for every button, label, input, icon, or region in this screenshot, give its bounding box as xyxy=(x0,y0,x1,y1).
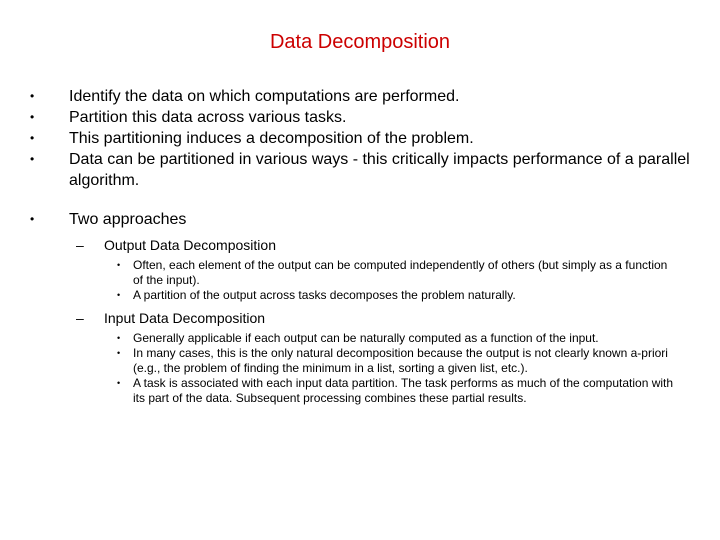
bullet-icon: • xyxy=(117,333,121,343)
bullet-text: Partition this data across various tasks. xyxy=(69,109,347,126)
detail-item xyxy=(30,331,674,346)
detail-item xyxy=(30,258,674,288)
dash-icon: – xyxy=(76,310,84,326)
dash-icon: – xyxy=(76,237,84,253)
bullet-item xyxy=(30,128,700,149)
detail-text: Often, each element of the output can be computed independently of others (but simply as a function of the input). xyxy=(133,258,668,287)
subbullet-input xyxy=(30,309,700,327)
bullet-icon: • xyxy=(117,290,121,300)
bullet-item xyxy=(30,107,700,128)
bullet-icon: • xyxy=(30,110,35,124)
subbullet-output xyxy=(30,236,700,254)
detail-text: A partition of the output across tasks decomposes the problem naturally. xyxy=(133,288,516,302)
bullet-list xyxy=(30,86,700,410)
bullet-icon: • xyxy=(117,260,121,270)
input-details xyxy=(30,331,700,406)
bullet-text: Identify the data on which computations are performed. xyxy=(69,88,460,105)
detail-item xyxy=(30,376,674,406)
bullet-icon: • xyxy=(30,212,35,226)
bullet-icon: • xyxy=(30,152,35,166)
detail-text: A task is associated with each input data partition. The task performs as much of the computation with its part of the data. Subsequent processing combines these partial results. xyxy=(133,376,674,405)
bullet-icon: • xyxy=(117,348,121,358)
output-details xyxy=(30,258,700,303)
detail-text: In many cases, this is the only natural decomposition because the output is not clearly known a-priori (e.g., the problem of finding the minimum in a list, sorting a given list, etc.). xyxy=(133,346,668,375)
detail-item xyxy=(30,288,674,303)
bullet-icon: • xyxy=(30,131,35,145)
slide-title: Data Decomposition xyxy=(269,31,451,53)
bullet-icon: • xyxy=(30,89,35,103)
bullet-text: Data can be partitioned in various ways - this critically impacts performance of a parallel algorithm. xyxy=(69,151,690,189)
bullet-item xyxy=(30,149,700,191)
bullet-item xyxy=(30,86,700,107)
bullet-item-approaches xyxy=(30,209,700,230)
detail-text: Generally applicable if each output can be naturally computed as a function of the input. xyxy=(133,331,599,345)
subbullet-text: Output Data Decomposition xyxy=(104,237,276,253)
bullet-icon: • xyxy=(117,378,121,388)
bullet-text: This partitioning induces a decomposition of the problem. xyxy=(69,130,474,147)
detail-item xyxy=(30,346,674,376)
subbullet-text: Input Data Decomposition xyxy=(104,310,266,326)
bullet-text: Two approaches xyxy=(69,211,187,228)
